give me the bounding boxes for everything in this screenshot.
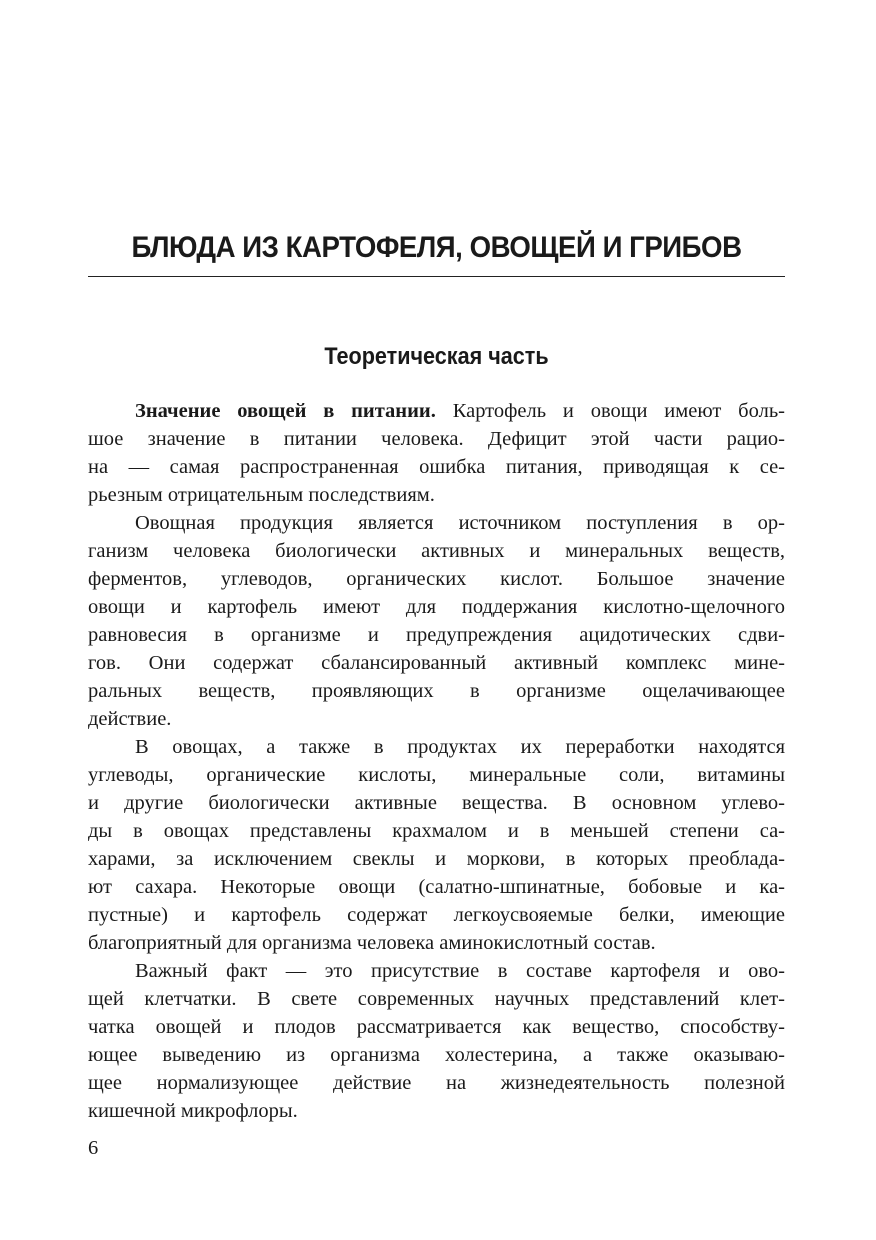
paragraph-1-line-4: рьезным отрицательным последствиям.	[88, 484, 435, 506]
paragraph-1-line-1	[135, 397, 785, 425]
paragraph-4-line-2: щей клетчатки. В свете современных научных представлений клет-	[88, 988, 785, 1010]
paragraph-3-line-3: и другие биологически активные вещества. В основном углево-	[88, 792, 785, 814]
paragraph-2-line-3: ферментов, углеводов, органических кислот. Большое значение	[88, 568, 785, 590]
paragraph-4-line-3: чатка овощей и плодов рассматривается как вещество, способству-	[88, 1016, 785, 1038]
paragraph-1-line-2: шое значение в питании человека. Дефицит этой части рацио-	[88, 428, 785, 450]
paragraph-4-line-4: ющее выведению из организма холестерина, а также оказываю-	[88, 1044, 785, 1066]
paragraph-3-line-2: углеводы, органические кислоты, минеральные соли, витамины	[88, 764, 785, 786]
chapter-title-rule	[88, 276, 785, 277]
paragraph-4-line-5: щее нормализующее действие на жизнедеятельность полезной	[88, 1072, 785, 1094]
paragraph-3-line-8: благоприятный для организма человека аминокислотный состав.	[88, 932, 656, 954]
page-number: 6	[88, 1137, 99, 1159]
paragraph-3-line-6: ют сахара. Некоторые овощи (салатно-шпинатные, бобовые и ка-	[88, 876, 785, 898]
paragraph-2-line-4: овощи и картофель имеют для поддержания кислотно-щелочного	[88, 596, 785, 618]
paragraph-1-lead: Значение овощей в питании.	[135, 400, 436, 422]
section-title: Теоретическая часть	[324, 343, 549, 370]
paragraph-2-line-6: гов. Они содержат сбалансированный активный комплекс мине-	[88, 652, 785, 674]
paragraph-3-line-7: пустные) и картофель содержат легкоусвояемые белки, имеющие	[88, 904, 785, 926]
paragraph-4-line-6: кишечной микрофлоры.	[88, 1100, 298, 1122]
paragraph-2-line-1: Овощная продукция является источником поступления в ор-	[135, 512, 785, 534]
paragraph-4-line-1: Важный факт — это присутствие в составе картофеля и ово-	[135, 960, 785, 982]
paragraph-2-line-8: действие.	[88, 708, 172, 730]
paragraph-1-line-1-text: Картофель и овощи имеют боль-	[435, 400, 785, 422]
paragraph-1-line-3: на — самая распространенная ошибка питания, приводящая к се-	[88, 456, 785, 478]
paragraph-2-line-7: ральных веществ, проявляющих в организме ощелачивающее	[88, 680, 785, 702]
paragraph-3-line-1: В овощах, а также в продуктах их переработки находятся	[135, 736, 785, 758]
paragraph-2-line-2: ганизм человека биологически активных и минеральных веществ,	[88, 540, 785, 562]
paragraph-2-line-5: равновесия в организме и предупреждения ацидотических сдви-	[88, 624, 785, 646]
chapter-title: БЛЮДА ИЗ КАРТОФЕЛЯ, ОВОЩЕЙ И ГРИБОВ	[131, 231, 742, 264]
paragraph-3-line-5: харами, за исключением свеклы и моркови, в которых преоблада-	[88, 848, 785, 870]
paragraph-3-line-4: ды в овощах представлены крахмалом и в меньшей степени са-	[88, 820, 785, 842]
